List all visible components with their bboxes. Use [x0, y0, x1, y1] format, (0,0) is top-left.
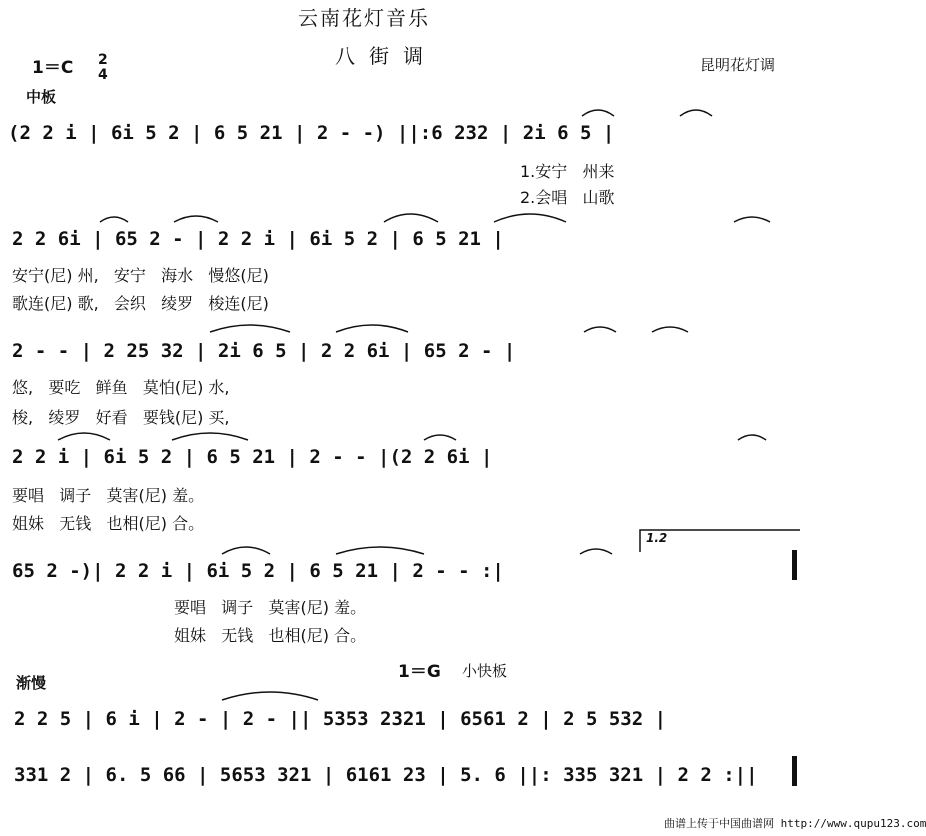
score-row-7-notes: 331 2 | 6. 5 66 | 5653 321 | 6161 23 | 5. 6 ||: 335 321 | 2 2 :||	[14, 764, 758, 786]
score-row-6-notes: 2 2 5 | 6 i | 2 - | 2 - || 5353 2321 | 6561 2 | 2 5 532 |	[14, 708, 667, 730]
final-barline-thick	[792, 756, 797, 786]
key-signature: 1＝C	[32, 58, 74, 78]
slur-mark	[680, 110, 712, 116]
score-row-4-lyrics-verse-1: 要唱 调子 莫害(尼) 羞。	[12, 486, 205, 505]
tempo-change: 小快板	[462, 662, 508, 680]
slur-mark	[172, 433, 248, 440]
slur-mark	[222, 692, 318, 700]
time-signature-bottom: 4	[98, 67, 108, 83]
score-row-3-lyrics-verse-1: 悠, 要吃 鲜鱼 莫怕(尼) 水,	[12, 378, 230, 397]
score-row-2-lyrics-verse-2: 歌连(尼) 歌, 会织 绫罗 梭连(尼)	[12, 294, 269, 313]
slur-mark	[222, 547, 270, 554]
score-row-4-notes: 2 2 i | 6i 5 2 | 6 5 21 | 2 - - |(2 2 6i |	[12, 446, 493, 468]
song-subtitle: 八街调	[335, 44, 437, 68]
slur-mark	[384, 214, 438, 222]
score-row-2-lyrics-verse-1: 安宁(尼) 州, 安宁 海水 慢悠(尼)	[12, 266, 269, 285]
slur-mark	[582, 110, 614, 116]
slur-mark	[494, 214, 566, 222]
final-barline-thick	[792, 550, 797, 580]
tempo-marking: 中板	[26, 88, 57, 106]
slur-mark	[734, 217, 770, 222]
slur-mark	[174, 216, 218, 222]
source-credit: 昆明花灯调	[700, 56, 776, 74]
score-row-1-lyrics-verse-1: 1.安宁 州来	[520, 162, 615, 181]
score-row-4-lyrics-verse-2: 姐妹 无钱 也相(尼) 合。	[12, 514, 205, 533]
slur-mark	[210, 325, 290, 332]
slur-mark	[336, 325, 408, 332]
key-change: 1＝G	[398, 662, 441, 682]
volta-label: 1.2	[646, 531, 668, 545]
footer-credit: 曲谱上传于中国曲谱网 http://www.qupu123.com	[664, 817, 926, 830]
slur-mark	[336, 547, 424, 554]
time-signature-top: 2	[98, 52, 108, 68]
slur-mark	[58, 433, 110, 440]
score-row-5-lyrics-verse-2: 姐妹 无钱 也相(尼) 合。	[174, 626, 367, 645]
score-row-1-notes: (2 2 i | 6i 5 2 | 6 5 21 | 2 - -) ||:6 232 | 2i 6 5 |	[8, 122, 615, 144]
slur-mark	[100, 217, 128, 222]
slur-mark	[652, 327, 688, 332]
ritardando-marking: 渐慢	[16, 674, 47, 692]
slur-mark	[424, 435, 456, 440]
score-row-5-lyrics-verse-1: 要唱 调子 莫害(尼) 羞。	[174, 598, 367, 617]
score-row-3-lyrics-verse-2: 梭, 绫罗 好看 要钱(尼) 买,	[12, 408, 230, 427]
song-title: 云南花灯音乐	[298, 6, 430, 30]
volta-bracket	[640, 530, 800, 552]
score-row-5-notes: 65 2 -)| 2 2 i | 6i 5 2 | 6 5 21 | 2 - - :|	[12, 560, 504, 582]
score-row-3-notes: 2 - - | 2 25 32 | 2i 6 5 | 2 2 6i | 65 2 - |	[12, 340, 516, 362]
score-row-1-lyrics-verse-2: 2.会唱 山歌	[520, 188, 615, 207]
score-row-2-notes: 2 2 6i | 65 2 - | 2 2 i | 6i 5 2 | 6 5 21 |	[12, 228, 504, 250]
slur-mark	[580, 549, 612, 554]
slur-mark	[738, 435, 766, 440]
slur-mark	[584, 327, 616, 332]
